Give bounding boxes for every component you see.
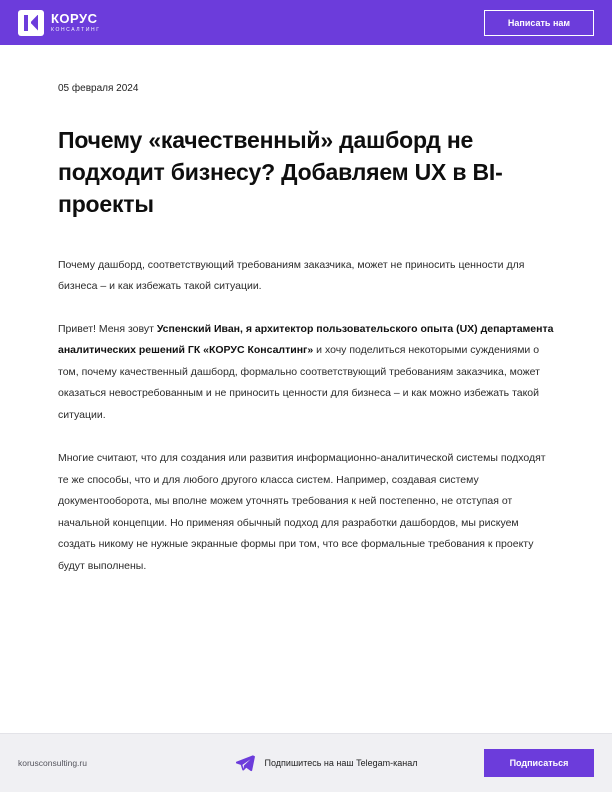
article-content bbox=[0, 45, 612, 577]
subscribe-button[interactable]: Подписаться bbox=[484, 749, 594, 777]
telegram-icon bbox=[235, 753, 255, 773]
logo-subtitle: КОНСАЛТИНГ bbox=[51, 27, 101, 33]
korus-logo-icon bbox=[18, 10, 44, 36]
paragraph-text-start: Привет! Меня зовут bbox=[58, 322, 157, 335]
page-title: Почему «качественный» дашборд не подходит бизнесу? Добавляем UX в BI-проекты bbox=[58, 127, 503, 218]
contact-us-button[interactable]: Написать нам bbox=[484, 10, 594, 36]
footer-telegram-text: Подпишитесь на наш Telegam-канал bbox=[264, 758, 418, 768]
site-footer bbox=[0, 734, 612, 792]
publication-date: 05 февраля 2024 bbox=[58, 83, 139, 94]
article-paragraph-intro bbox=[58, 319, 554, 427]
footer-telegram-block[interactable] bbox=[168, 753, 484, 773]
author-credentials: Успенский Иван, я архитектор пользовательского опыта (UX) департамента аналитических решений ГК «КОРУС Консалтинг» bbox=[58, 322, 554, 357]
logo-name: КОРУС bbox=[51, 11, 98, 26]
article-paragraph-body: Многие считают, что для создания или развития информационно-аналитической системы подходят те же способы, что и для любого другого класса систем. Например, создавая систему документооборота, мы вполне можем уточнять требования к ней постепенно, не отступая от начальной концепции. Но применяя обычный подход для разработки дашбордов, мы рискуем создать никому не нужные экранные формы при том, что все формальные требования к проекту будут выполнены. bbox=[58, 452, 546, 572]
logo[interactable] bbox=[18, 10, 101, 36]
logo-text bbox=[51, 12, 101, 33]
footer-site-url[interactable]: korusconsulting.ru bbox=[18, 758, 87, 768]
site-header bbox=[0, 0, 612, 45]
article-lead: Почему дашборд, соответствующий требованиям заказчика, может не приносить ценности для бизнеса – и как избежать такой ситуации. bbox=[58, 258, 525, 292]
paragraph-text-end: и хочу поделиться некоторыми суждениями о том, почему качественный дашборд, формально соответствующий требованиям заказчика, может оказаться невостребованным и не приносить ценности для бизнеса – и как можно избежать такой ситуации. bbox=[58, 344, 540, 421]
